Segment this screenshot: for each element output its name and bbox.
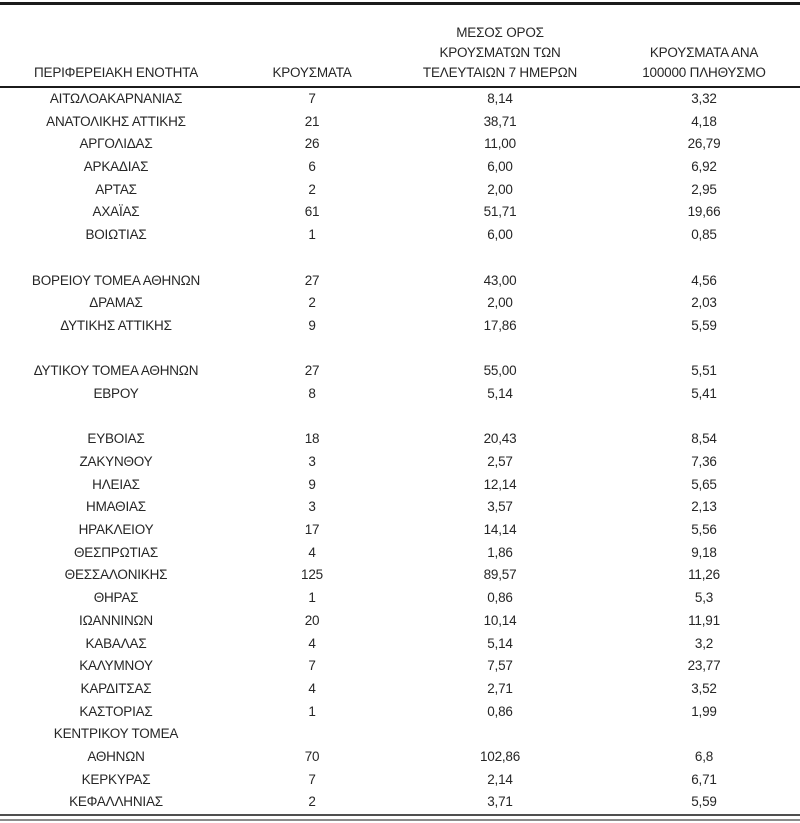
cell-avg-7-days: 102,86 bbox=[479, 748, 521, 764]
header-line: 100000 ΠΛΗΘΥΣΜΟ bbox=[642, 65, 766, 80]
cell-cases-per-100000: 1,99 bbox=[691, 703, 717, 719]
cell-region-name: ΑΡΓΟΛΙΔΑΣ bbox=[79, 136, 153, 152]
cell-cases: 3 bbox=[308, 454, 316, 469]
cell-cases-per-100000: 5,3 bbox=[694, 590, 714, 606]
cell-avg-7-days: 17,86 bbox=[483, 317, 517, 333]
table-body bbox=[0, 88, 800, 814]
table-row bbox=[0, 746, 800, 769]
cell-avg-7-days: 2,00 bbox=[487, 181, 513, 197]
cell-cases: 7 bbox=[308, 771, 316, 787]
cell-region-name: ΑΙΤΩΛΟΑΚΑΡΝΑΝΙΑΣ bbox=[49, 91, 183, 106]
cell-avg-7-days: 3,71 bbox=[487, 794, 513, 810]
cell-cases: 4 bbox=[308, 635, 316, 651]
cell-avg-7-days: 14,14 bbox=[483, 522, 517, 538]
cell-cases-per-100000: 7,36 bbox=[691, 454, 717, 469]
cell-region-name: ΑΡΚΑΔΙΑΣ bbox=[83, 159, 149, 175]
table-row bbox=[0, 655, 800, 678]
cell-cases: 7 bbox=[308, 91, 316, 106]
cell-avg-7-days: 12,14 bbox=[483, 476, 517, 492]
cell-cases: 125 bbox=[301, 567, 323, 583]
header-cases bbox=[232, 63, 392, 83]
table-row bbox=[0, 315, 800, 338]
cell-region-name: ΑΝΑΤΟΛΙΚΗΣ ΑΤΤΙΚΗΣ bbox=[46, 113, 186, 129]
cell-region-name: ΚΑΛΥΜΝΟΥ bbox=[79, 658, 153, 674]
cell-cases-per-100000: 2,95 bbox=[691, 181, 717, 197]
table-row bbox=[0, 111, 800, 134]
table-row bbox=[0, 133, 800, 156]
cell-avg-7-days: 11,00 bbox=[484, 136, 516, 152]
cell-cases: 27 bbox=[304, 363, 320, 379]
header-line: ΜΕΣΟΣ ΟΡΟΣ bbox=[456, 25, 544, 40]
cell-avg-7-days: 43,00 bbox=[483, 272, 517, 288]
cell-avg-7-days: 2,57 bbox=[487, 454, 513, 469]
table-row bbox=[0, 383, 800, 406]
table-row bbox=[0, 292, 800, 315]
cell-cases-per-100000: 9,18 bbox=[691, 544, 717, 560]
table-row bbox=[0, 723, 800, 746]
cell-cases: 18 bbox=[304, 431, 320, 447]
cell-avg-7-days: 2,00 bbox=[487, 295, 513, 311]
cell-region-name: ΘΕΣΠΡΩΤΙΑΣ bbox=[73, 544, 159, 560]
cell-cases-per-100000: 23,77 bbox=[687, 658, 721, 674]
cell-cases: 1 bbox=[308, 227, 316, 243]
cell-cases-per-100000: 4,18 bbox=[691, 113, 717, 129]
cell-cases: 26 bbox=[304, 136, 320, 152]
cell-region-name: ΑΘΗΝΩΝ bbox=[87, 748, 145, 764]
cell-cases: 20 bbox=[304, 612, 320, 628]
cell-cases: 1 bbox=[308, 590, 316, 606]
cell-cases-per-100000: 3,2 bbox=[694, 635, 714, 651]
header-avg-7-days bbox=[392, 23, 608, 83]
table-row bbox=[0, 338, 800, 361]
table-row bbox=[0, 360, 800, 383]
cell-cases-per-100000: 5,59 bbox=[691, 794, 717, 810]
header-region-unit bbox=[0, 63, 232, 83]
cell-cases: 61 bbox=[304, 204, 320, 220]
cell-cases-per-100000: 2,03 bbox=[691, 295, 717, 311]
cell-region-name: ΚΕΦΑΛΛΗΝΙΑΣ bbox=[69, 794, 163, 810]
cell-cases-per-100000: 11,26 bbox=[688, 567, 720, 583]
cell-cases-per-100000: 3,32 bbox=[691, 91, 717, 106]
cell-avg-7-days: 10,14 bbox=[483, 612, 517, 628]
cell-cases-per-100000: 6,92 bbox=[691, 159, 717, 175]
cell-cases: 2 bbox=[308, 295, 316, 311]
table-row bbox=[0, 406, 800, 429]
cell-cases-per-100000: 5,56 bbox=[691, 522, 717, 538]
cell-region-name: ΚΑΒΑΛΑΣ bbox=[85, 635, 147, 651]
cell-region-name: ΙΩΑΝΝΙΝΩΝ bbox=[79, 612, 153, 628]
cell-region-name: ΑΧΑΪΑΣ bbox=[92, 204, 140, 220]
cell-avg-7-days: 7,57 bbox=[487, 658, 513, 674]
table-row bbox=[0, 542, 800, 565]
table-row bbox=[0, 88, 800, 111]
cell-cases-per-100000: 5,51 bbox=[691, 363, 717, 379]
cell-cases-per-100000: 19,66 bbox=[687, 204, 721, 220]
table-row bbox=[0, 156, 800, 179]
table-row bbox=[0, 179, 800, 202]
table-row bbox=[0, 451, 800, 474]
table-row bbox=[0, 519, 800, 542]
table-row bbox=[0, 201, 800, 224]
cell-cases-per-100000: 5,41 bbox=[691, 385, 717, 401]
table-row bbox=[0, 474, 800, 497]
cell-avg-7-days: 1,86 bbox=[487, 544, 513, 560]
cell-avg-7-days: 2,14 bbox=[487, 771, 513, 787]
cell-cases: 2 bbox=[308, 181, 316, 197]
cell-cases-per-100000: 4,56 bbox=[691, 272, 717, 288]
table-row bbox=[0, 633, 800, 656]
cell-region-name: ΒΟΡΕΙΟΥ ΤΟΜΕΑ ΑΘΗΝΩΝ bbox=[31, 272, 201, 288]
cell-cases-per-100000: 26,79 bbox=[687, 136, 721, 152]
table-row bbox=[0, 587, 800, 610]
cell-region-name: ΚΕΡΚΥΡΑΣ bbox=[81, 771, 151, 787]
cell-region-name: ΚΕΝΤΡΙΚΟΥ ΤΟΜΕΑ bbox=[53, 726, 179, 742]
cell-cases: 9 bbox=[308, 476, 316, 492]
cell-avg-7-days: 8,14 bbox=[487, 91, 513, 106]
cell-cases: 7 bbox=[308, 658, 316, 674]
table-row bbox=[0, 224, 800, 247]
cell-region-name: ΗΛΕΙΑΣ bbox=[92, 476, 140, 492]
cell-region-name: ΘΗΡΑΣ bbox=[93, 590, 139, 606]
cell-region-name: ΗΜΑΘΙΑΣ bbox=[86, 499, 146, 515]
table-row bbox=[0, 247, 800, 270]
cell-cases-per-100000: 11,91 bbox=[688, 612, 720, 628]
cell-avg-7-days: 51,71 bbox=[483, 204, 517, 220]
cell-cases-per-100000: 3,52 bbox=[691, 680, 717, 696]
table-row bbox=[0, 610, 800, 633]
cell-avg-7-days: 20,43 bbox=[483, 431, 517, 447]
cell-region-name: ΖΑΚΥΝΘΟΥ bbox=[79, 454, 153, 469]
cell-cases: 1 bbox=[308, 703, 316, 719]
cell-region-name: ΚΑΣΤΟΡΙΑΣ bbox=[79, 703, 153, 719]
cell-cases: 6 bbox=[308, 159, 316, 175]
cell-cases-per-100000: 6,71 bbox=[691, 771, 717, 787]
header-line: ΚΡΟΥΣΜΑΤΑ ΑΝΑ bbox=[649, 45, 759, 60]
cell-avg-7-days: 5,14 bbox=[487, 385, 513, 401]
header-line: ΚΡΟΥΣΜΑΤΑ bbox=[272, 65, 352, 80]
cell-cases-per-100000: 5,59 bbox=[691, 317, 717, 333]
cell-cases: 4 bbox=[308, 544, 316, 560]
table-row bbox=[0, 564, 800, 587]
cell-region-name: ΕΒΡΟΥ bbox=[93, 385, 139, 401]
table-row bbox=[0, 678, 800, 701]
cell-avg-7-days: 6,00 bbox=[487, 227, 513, 243]
table-row bbox=[0, 769, 800, 792]
cell-cases-per-100000: 0,85 bbox=[691, 227, 717, 243]
header-line: ΚΡΟΥΣΜΑΤΩΝ ΤΩΝ bbox=[439, 45, 561, 60]
cell-cases: 17 bbox=[304, 522, 320, 538]
cell-avg-7-days: 3,57 bbox=[487, 499, 513, 515]
cell-cases: 27 bbox=[304, 272, 320, 288]
cell-region-name: ΔΥΤΙΚΟΥ ΤΟΜΕΑ ΑΘΗΝΩΝ bbox=[33, 363, 199, 379]
cell-avg-7-days: 2,71 bbox=[487, 680, 513, 696]
cell-region-name: ΚΑΡΔΙΤΣΑΣ bbox=[80, 680, 152, 696]
cell-cases: 70 bbox=[304, 748, 320, 764]
cell-region-name: ΒΟΙΩΤΙΑΣ bbox=[85, 227, 147, 243]
cell-region-name: ΑΡΤΑΣ bbox=[95, 181, 137, 197]
cell-cases: 8 bbox=[308, 385, 316, 401]
cell-avg-7-days: 6,00 bbox=[487, 159, 513, 175]
header-line: ΤΕΛΕΥΤΑΙΩΝ 7 ΗΜΕΡΩΝ bbox=[422, 65, 578, 80]
cell-cases-per-100000: 8,54 bbox=[691, 431, 717, 447]
table-row bbox=[0, 791, 800, 814]
cell-avg-7-days: 0,86 bbox=[487, 590, 513, 606]
cell-cases-per-100000: 2,13 bbox=[691, 499, 717, 515]
cell-cases-per-100000: 6,8 bbox=[694, 748, 714, 764]
cell-avg-7-days: 55,00 bbox=[483, 363, 517, 379]
cell-region-name: ΗΡΑΚΛΕΙΟΥ bbox=[78, 522, 154, 538]
cell-cases: 2 bbox=[308, 794, 316, 810]
cell-cases-per-100000: 5,65 bbox=[691, 476, 717, 492]
cell-region-name: ΘΕΣΣΑΛΟΝΙΚΗΣ bbox=[64, 567, 168, 583]
cell-avg-7-days: 38,71 bbox=[483, 113, 517, 129]
cell-avg-7-days: 89,57 bbox=[483, 567, 517, 583]
cell-cases: 21 bbox=[304, 113, 320, 129]
cell-cases: 3 bbox=[308, 499, 316, 515]
cell-avg-7-days: 5,14 bbox=[487, 635, 513, 651]
cell-region-name: ΕΥΒΟΙΑΣ bbox=[87, 431, 145, 447]
cell-avg-7-days: 0,86 bbox=[487, 703, 513, 719]
cell-cases: 4 bbox=[308, 680, 316, 696]
cell-cases: 9 bbox=[308, 317, 316, 333]
table-row bbox=[0, 701, 800, 724]
cell-region-name: ΔΥΤΙΚΗΣ ΑΤΤΙΚΗΣ bbox=[60, 317, 172, 333]
table-header bbox=[0, 5, 800, 88]
header-cases-per-100000 bbox=[608, 43, 800, 83]
header-line: ΠΕΡΙΦΕΡΕΙΑΚΗ ΕΝΟΤΗΤΑ bbox=[33, 65, 199, 80]
table-bottom-rule bbox=[0, 814, 800, 821]
cell-region-name: ΔΡΑΜΑΣ bbox=[89, 295, 143, 311]
table-row bbox=[0, 270, 800, 293]
table-row bbox=[0, 428, 800, 451]
table-row bbox=[0, 496, 800, 519]
